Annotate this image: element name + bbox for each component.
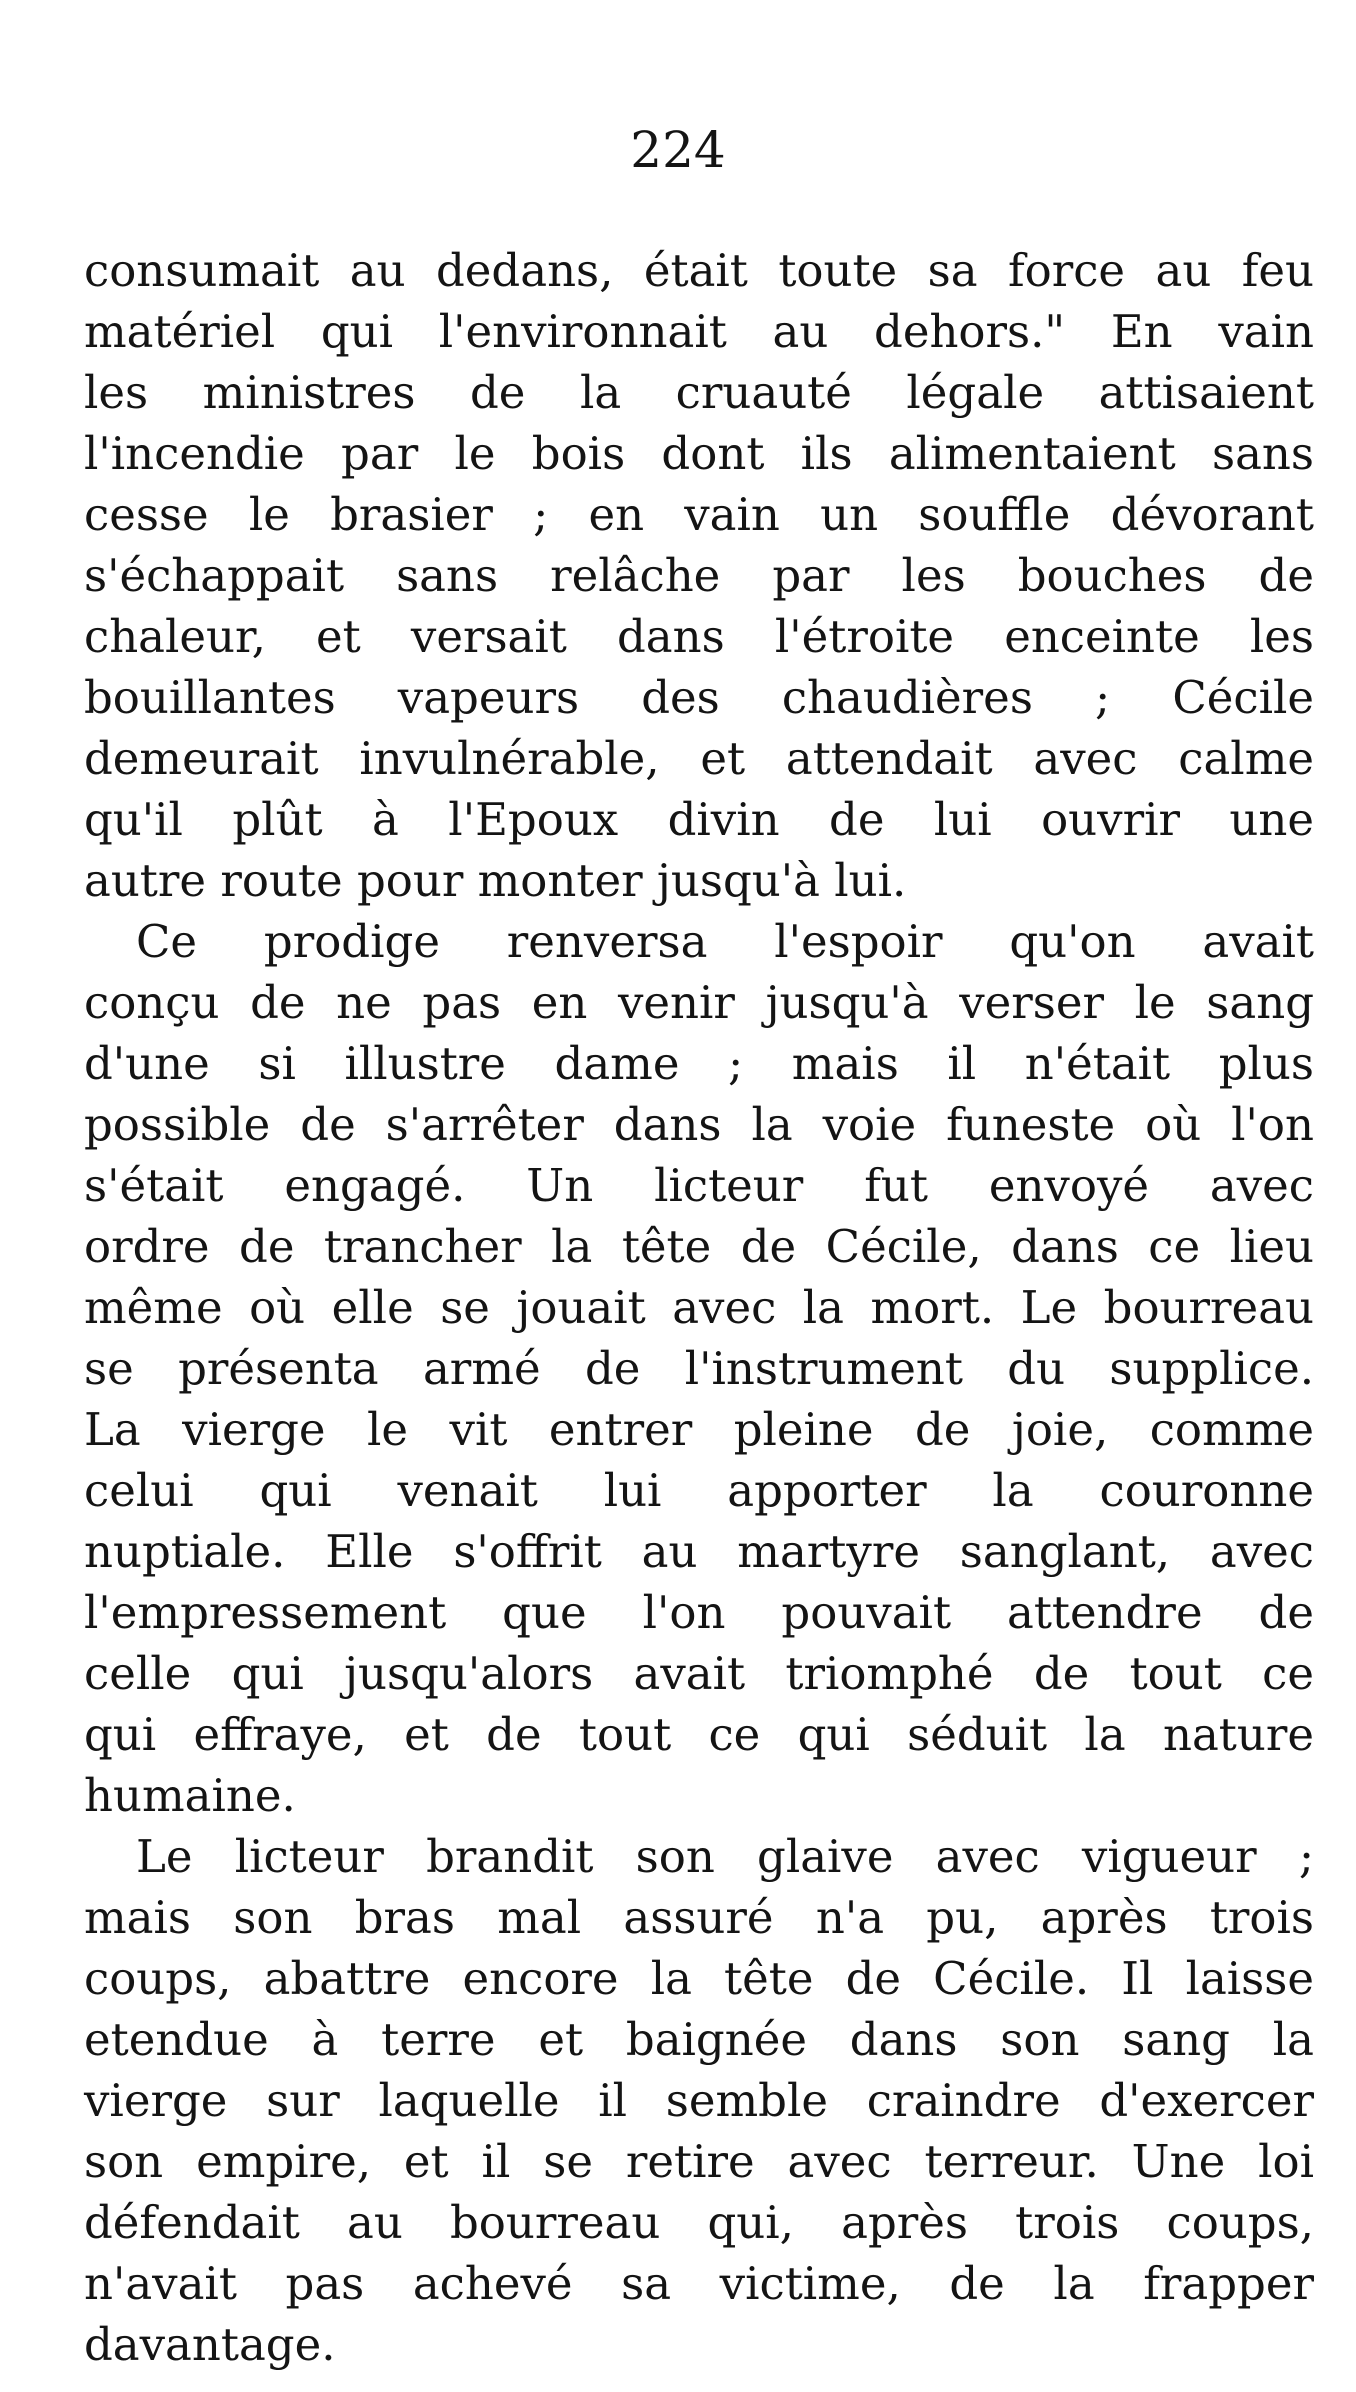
text-line: ordre de trancher la tête de Cécile, dans ce lieu	[84, 1220, 1314, 1273]
text-line: se présenta armé de l'instrument du supplice.	[84, 1342, 1314, 1395]
text-line: autre route pour monter jusqu'à lui.	[84, 854, 907, 907]
text-line: les ministres de la cruauté légale attisaient	[84, 366, 1314, 419]
paragraph	[84, 1826, 1314, 2375]
text-line: etendue à terre et baignée dans son sang la	[84, 2013, 1314, 2066]
text-line: vierge sur laquelle il semble craindre d'exercer	[84, 2074, 1314, 2127]
text-line: son empire, et il se retire avec terreur. Une loi	[84, 2135, 1314, 2188]
text-line: Le licteur brandit son glaive avec vigueur ;	[136, 1830, 1314, 1883]
text-line: consumait au dedans, était toute sa force au feu	[84, 244, 1314, 297]
text-line: coups, abattre encore la tête de Cécile. Il laisse	[84, 1952, 1314, 2005]
text-line: s'échappait sans relâche par les bouches de	[84, 549, 1314, 602]
page-number: 224	[630, 121, 726, 179]
text-line: d'une si illustre dame ; mais il n'était plus	[84, 1037, 1314, 1090]
text-line: Ce prodige renversa l'espoir qu'on avait	[136, 915, 1314, 968]
paragraph	[84, 240, 1314, 911]
text-line: mais son bras mal assuré n'a pu, après trois	[84, 1891, 1314, 1944]
text-line: qui effraye, et de tout ce qui séduit la nature	[84, 1708, 1314, 1761]
text-line: même où elle se jouait avec la mort. Le bourreau	[84, 1281, 1314, 1334]
text-line: matériel qui l'environnait au dehors." En vain	[84, 305, 1314, 358]
text-line: humaine.	[84, 1769, 296, 1822]
text-line: chaleur, et versait dans l'étroite enceinte les	[84, 610, 1314, 663]
text-line: davantage.	[84, 2318, 336, 2371]
text-line: s'était engagé. Un licteur fut envoyé avec	[84, 1159, 1314, 1212]
text-line: n'avait pas achevé sa victime, de la frapper	[84, 2257, 1314, 2310]
text-line: demeurait invulnérable, et attendait avec calme	[84, 732, 1314, 785]
text-line: possible de s'arrêter dans la voie funeste où l'on	[84, 1098, 1314, 1151]
text-line: celle qui jusqu'alors avait triomphé de tout ce	[84, 1647, 1314, 1700]
text-line: l'incendie par le bois dont ils alimentaient sans	[84, 427, 1314, 480]
text-line: qu'il plût à l'Epoux divin de lui ouvrir une	[84, 793, 1314, 846]
body-text	[84, 240, 1314, 2375]
text-line: conçu de ne pas en venir jusqu'à verser le sang	[84, 976, 1314, 1029]
text-line: l'empressement que l'on pouvait attendre de	[84, 1586, 1314, 1639]
text-line: celui qui venait lui apporter la couronne	[84, 1464, 1314, 1517]
text-line: bouillantes vapeurs des chaudières ; Cécile	[84, 671, 1314, 724]
text-line: nuptiale. Elle s'offrit au martyre sanglant, avec	[84, 1525, 1314, 1578]
text-line: La vierge le vit entrer pleine de joie, comme	[84, 1403, 1314, 1456]
text-line: cesse le brasier ; en vain un souffle dévorant	[84, 488, 1314, 541]
paragraph	[84, 911, 1314, 1826]
text-line: défendait au bourreau qui, après trois coups,	[84, 2196, 1314, 2249]
